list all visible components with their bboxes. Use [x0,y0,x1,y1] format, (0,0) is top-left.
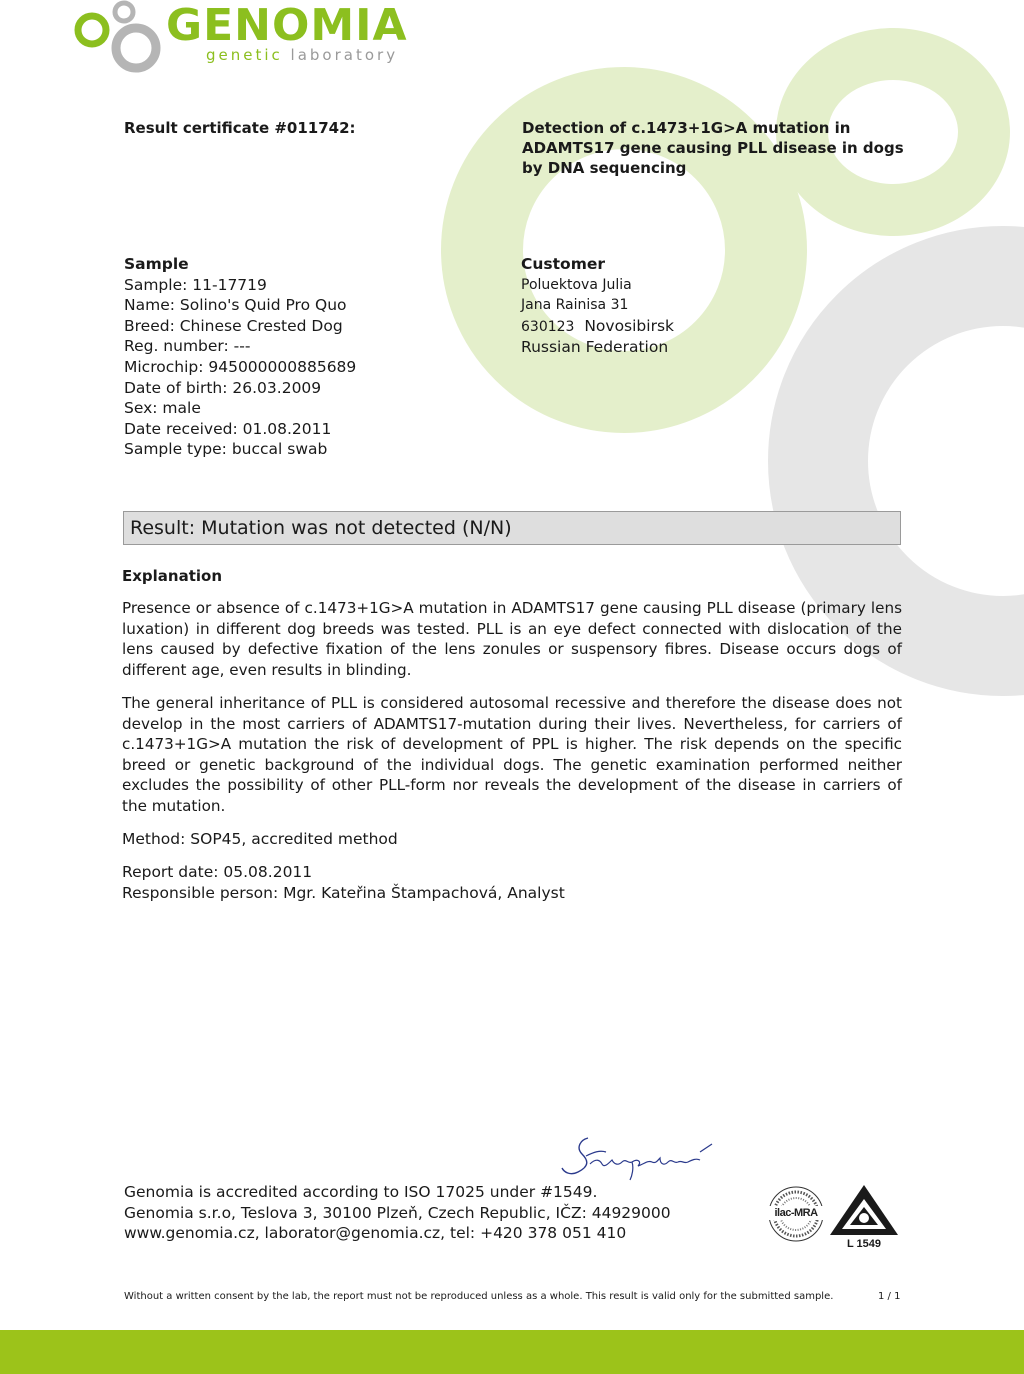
cai-accreditation-mark [828,1183,900,1253]
test-title-line: by DNA sequencing [522,159,687,177]
ilac-mra-label: ilac-MRA [767,1206,825,1220]
sample-line: Breed: Chinese Crested Dog [124,316,343,335]
logo-circles-icon [74,0,166,78]
handwritten-signature [560,1134,725,1182]
disclaimer: Without a written consent by the lab, the report must not be reproduced unless as a whole. This result is valid only for the submitted sample. [124,1291,834,1302]
explanation-heading: Explanation [122,567,223,585]
logo-subtitle-laboratory: laboratory [282,46,399,64]
sample-line: Reg. number: --- [124,337,251,356]
customer-country: Russian Federation [521,338,669,357]
result-box: Result: Mutation was not detected (N/N) [123,511,901,545]
test-title-line: Detection of c.1473+1G>A mutation in [522,119,851,137]
footer-contact: www.genomia.cz, laborator@genomia.cz, tel: +420 378 051 410 [124,1224,627,1243]
cai-triangle-icon [828,1183,900,1237]
test-title-line: ADAMTS17 gene causing PLL disease in dogs [522,139,904,157]
sample-line: Sample: 11-17719 [124,275,267,294]
certificate-label: Result certificate #011742: [124,119,356,137]
genomia-logo [74,0,434,78]
sample-line: Name: Solino's Quid Pro Quo [124,296,347,315]
test-title [522,118,922,178]
sample-block [124,254,444,460]
page-number: 1 / 1 [878,1291,901,1302]
sample-heading: Sample [124,255,189,273]
explanation-paragraph-2: The general inheritance of PLL is considered autosomal recessive and therefore the disease does not develop in the most carriers of ADAMTS17-mutation during their lives. Nevertheless, for carriers of c.1473+1G>A mutation the risk of development of PPL is higher. The risk depends on the specific breed or genetic background of the individual dogs. The genetic examination performed neither excludes the possibility of other PLL-form nor reveals the development of the disease in carriers of the mutation. [122,694,902,815]
logo-subtitle-genetic: genetic [206,46,283,64]
method-line: Method: SOP45, accredited method [122,830,398,848]
customer-name: Poluektova Julia [521,276,632,293]
responsible-person: Responsible person: Mgr. Kateřina Štampachová, Analyst [122,884,565,902]
sample-line: Date received: 01.08.2011 [124,419,332,438]
customer-city-line [521,316,821,338]
footer-address: Genomia s.r.o, Teslova 3, 30100 Plzeň, Czech Republic, IČZ: 44929000 [124,1203,671,1222]
bottom-brand-bar [0,1330,1024,1374]
customer-block [521,254,821,358]
logo-subtitle [206,48,398,63]
sample-line: Date of birth: 26.03.2009 [124,378,322,397]
customer-city: Novosibirsk [584,316,674,335]
customer-postcode: 630123 [521,318,575,335]
cai-number: L 1549 [846,1238,882,1250]
sample-line: Sample type: buccal swab [124,440,328,459]
customer-street: Jana Rainisa 31 [521,297,629,314]
customer-heading: Customer [521,255,606,273]
explanation-paragraph-1: Presence or absence of c.1473+1G>A mutation in ADAMTS17 gene causing PLL disease (primary lens luxation) in different dog breeds was tested. PLL is an eye defect connected with dislocation of the lens caused by defective fixation of the lens zonules or suspensory fibres. Disease occurs dogs of different age, even results in blinding. [122,599,902,679]
footer-block [124,1182,724,1244]
ilac-mra-seal [767,1185,825,1243]
sample-line: Microchip: 945000000885689 [124,357,357,376]
logo-wordmark: GENOMIA [166,0,408,51]
footer-accreditation: Genomia is accredited according to ISO 17025 under #1549. [124,1183,598,1201]
report-date: Report date: 05.08.2011 [122,863,313,881]
sample-line: Sex: male [124,399,201,418]
